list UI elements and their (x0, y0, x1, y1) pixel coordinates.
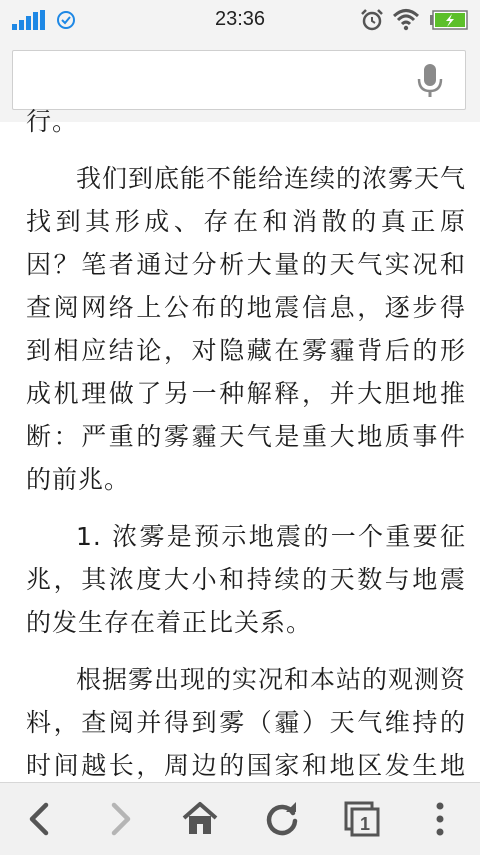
article-partial-line: 行。 (26, 107, 79, 136)
back-icon[interactable] (22, 801, 58, 837)
home-icon[interactable] (182, 801, 218, 837)
clock-time: 23:36 (214, 8, 266, 30)
status-bar (0, 0, 480, 40)
battery-icon (430, 10, 468, 30)
article-text (26, 100, 466, 844)
bottom-toolbar (0, 782, 480, 855)
alarm-icon (360, 8, 384, 32)
wifi-icon (392, 7, 420, 31)
tab-count: 1 (359, 814, 371, 834)
article-paragraph: 我们到底能不能给连续的浓雾天气找到其形成、存在和消散的真正原因？笔者通过分析大量的天气实况和查阅网络上公布的地震信息，逐步得到相应结论，对隐藏在雾霾背后的形成机理做了另一种解释，并大胆地推断：严重的雾霾天气是重大地质事件的前兆。 (26, 164, 467, 494)
search-input[interactable] (23, 59, 407, 103)
refresh-icon[interactable] (264, 801, 300, 837)
forward-icon[interactable] (102, 801, 138, 837)
mic-icon[interactable] (417, 63, 443, 99)
menu-icon[interactable] (422, 801, 458, 837)
article-paragraph: 1. 浓雾是预示地震的一个重要征兆，其浓度大小和持续的天数与地震的发生存在着正比关系。 (26, 522, 466, 637)
article-paragraph: 根据雾出现的实况和本站的观测资料，查阅并得到雾（霾）天气维持的时间越长，周边的国家和地区发生地 (26, 665, 467, 780)
article-content (0, 107, 480, 782)
tabs-icon[interactable] (344, 801, 380, 837)
